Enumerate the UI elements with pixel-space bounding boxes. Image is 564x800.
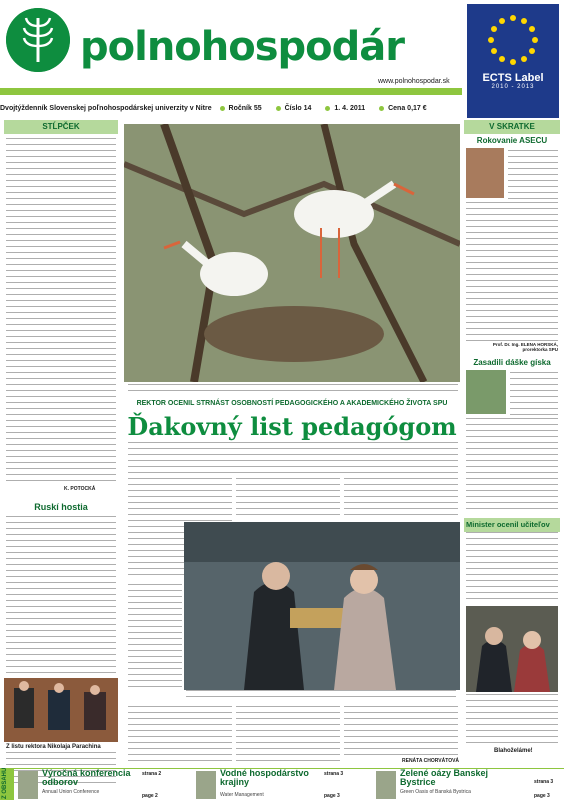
teaser-subtitle: Annual Union Conference — [42, 789, 100, 795]
ects-title: ECTS Label — [482, 72, 544, 84]
article-headline[interactable]: Ďakovný list pedagógom — [127, 412, 457, 441]
newspaper-title: polnohospodár — [80, 24, 405, 70]
brief-heading[interactable]: Rokovanie ASECU — [476, 136, 548, 145]
ects-label-badge — [467, 4, 559, 118]
award-ceremony-photo — [184, 522, 460, 690]
teaser-subtitle: Green Oasis of Banská Bystrica — [400, 789, 471, 795]
teaser-green-oasis[interactable] — [400, 769, 560, 800]
bullet-icon — [325, 106, 330, 111]
left-column — [4, 120, 118, 768]
brief-body-text — [510, 372, 558, 416]
eu-stars-icon — [483, 10, 543, 70]
section-heading: V SKRATKE — [464, 120, 560, 134]
column-author: K. POTOCKÁ — [64, 486, 96, 492]
section-heading: STĹPČEK — [4, 120, 118, 134]
photo-caption — [128, 384, 458, 394]
article-body-text — [344, 478, 458, 520]
portrait-photo — [466, 148, 504, 198]
teaser-page: strana 3 — [324, 771, 344, 777]
brief-body-text — [466, 694, 558, 744]
teaser-page: strana 3 — [534, 779, 554, 785]
teaser-page: strana 2 — [142, 771, 162, 777]
teaser-page: page 3 — [534, 793, 550, 799]
article-body-text — [236, 706, 340, 764]
issue-number: Číslo 14 — [284, 105, 312, 112]
brief-body-text — [466, 202, 558, 342]
masthead-band — [0, 88, 462, 95]
teaser-title[interactable]: Výročná konferencia odborov — [42, 768, 131, 787]
teaser-conference[interactable] — [42, 769, 192, 800]
photo-caption — [186, 690, 456, 702]
article-lead — [128, 442, 458, 474]
contents-label: Z OBSAHU — [0, 769, 14, 800]
teaser-photo — [18, 771, 38, 799]
teaser-photo — [376, 771, 396, 799]
teaser-title[interactable]: Zelené oázy Banskej Bystrice — [400, 768, 489, 787]
teaser-title[interactable]: Vodné hospodárstvo krajiny — [220, 768, 309, 787]
congratulation-text: Blahoželáme! — [494, 748, 533, 754]
issue-info-bar — [0, 105, 462, 119]
article-body-text — [128, 584, 182, 688]
brief-body-text — [466, 418, 558, 512]
bullet-icon — [220, 106, 225, 111]
article-body-text — [128, 706, 232, 764]
teaser-subtitle: Water Management — [220, 792, 264, 798]
bullet-icon — [379, 106, 384, 111]
teaser-page: page 2 — [142, 793, 158, 799]
ects-years: 2010 - 2013 — [491, 84, 535, 90]
brief-body-text — [508, 150, 558, 200]
right-column — [464, 120, 560, 768]
price: Cena 0,17 € — [388, 105, 427, 112]
article-body-text — [6, 516, 116, 676]
delegation-photo — [4, 678, 118, 742]
tree-planting-photo — [466, 370, 506, 414]
article-heading[interactable]: Ruskí hostia — [34, 502, 88, 512]
issue-date: 1. 4. 2011 — [334, 105, 366, 112]
teaser-water[interactable] — [220, 769, 370, 800]
article-kicker: REKTOR OCENIL STRNÁST OSOBNOSTÍ PEDAGOGICKÉHO A AKADEMICKÉHO ŽIVOTA SPU — [136, 400, 448, 407]
article-author: RENÁTA CHORVÁTOVÁ — [402, 758, 460, 764]
teaser-photo — [196, 771, 216, 799]
photo-caption: Z listu rektora Nikolaja Parachina — [6, 744, 101, 750]
article-body-text — [236, 478, 340, 520]
teaser-page: page 3 — [324, 793, 340, 799]
column-body-text — [6, 138, 116, 486]
volume: Ročník 55 — [228, 105, 262, 112]
stork-nest-photo — [124, 124, 460, 382]
brief-body-text — [466, 532, 558, 604]
brief-signature: Prof. Dr. Ing. ELENA HORSKÁ, prorektorka SPU — [492, 342, 558, 352]
minister-award-photo — [466, 606, 558, 692]
paper-description: Dvojtýždenník Slovenskej poľnohospodárskej univerzity v Nitre — [0, 105, 212, 112]
website-url[interactable]: www.polnohospodar.sk — [378, 78, 450, 85]
contents-strip — [0, 768, 564, 800]
bullet-icon — [276, 106, 281, 111]
article-body-text — [344, 706, 458, 758]
brief-heading[interactable]: Minister ocenil učiteľov — [464, 518, 560, 532]
brief-heading[interactable]: Zasadili dáške gíska — [473, 358, 551, 367]
wheat-logo-icon — [6, 8, 70, 72]
